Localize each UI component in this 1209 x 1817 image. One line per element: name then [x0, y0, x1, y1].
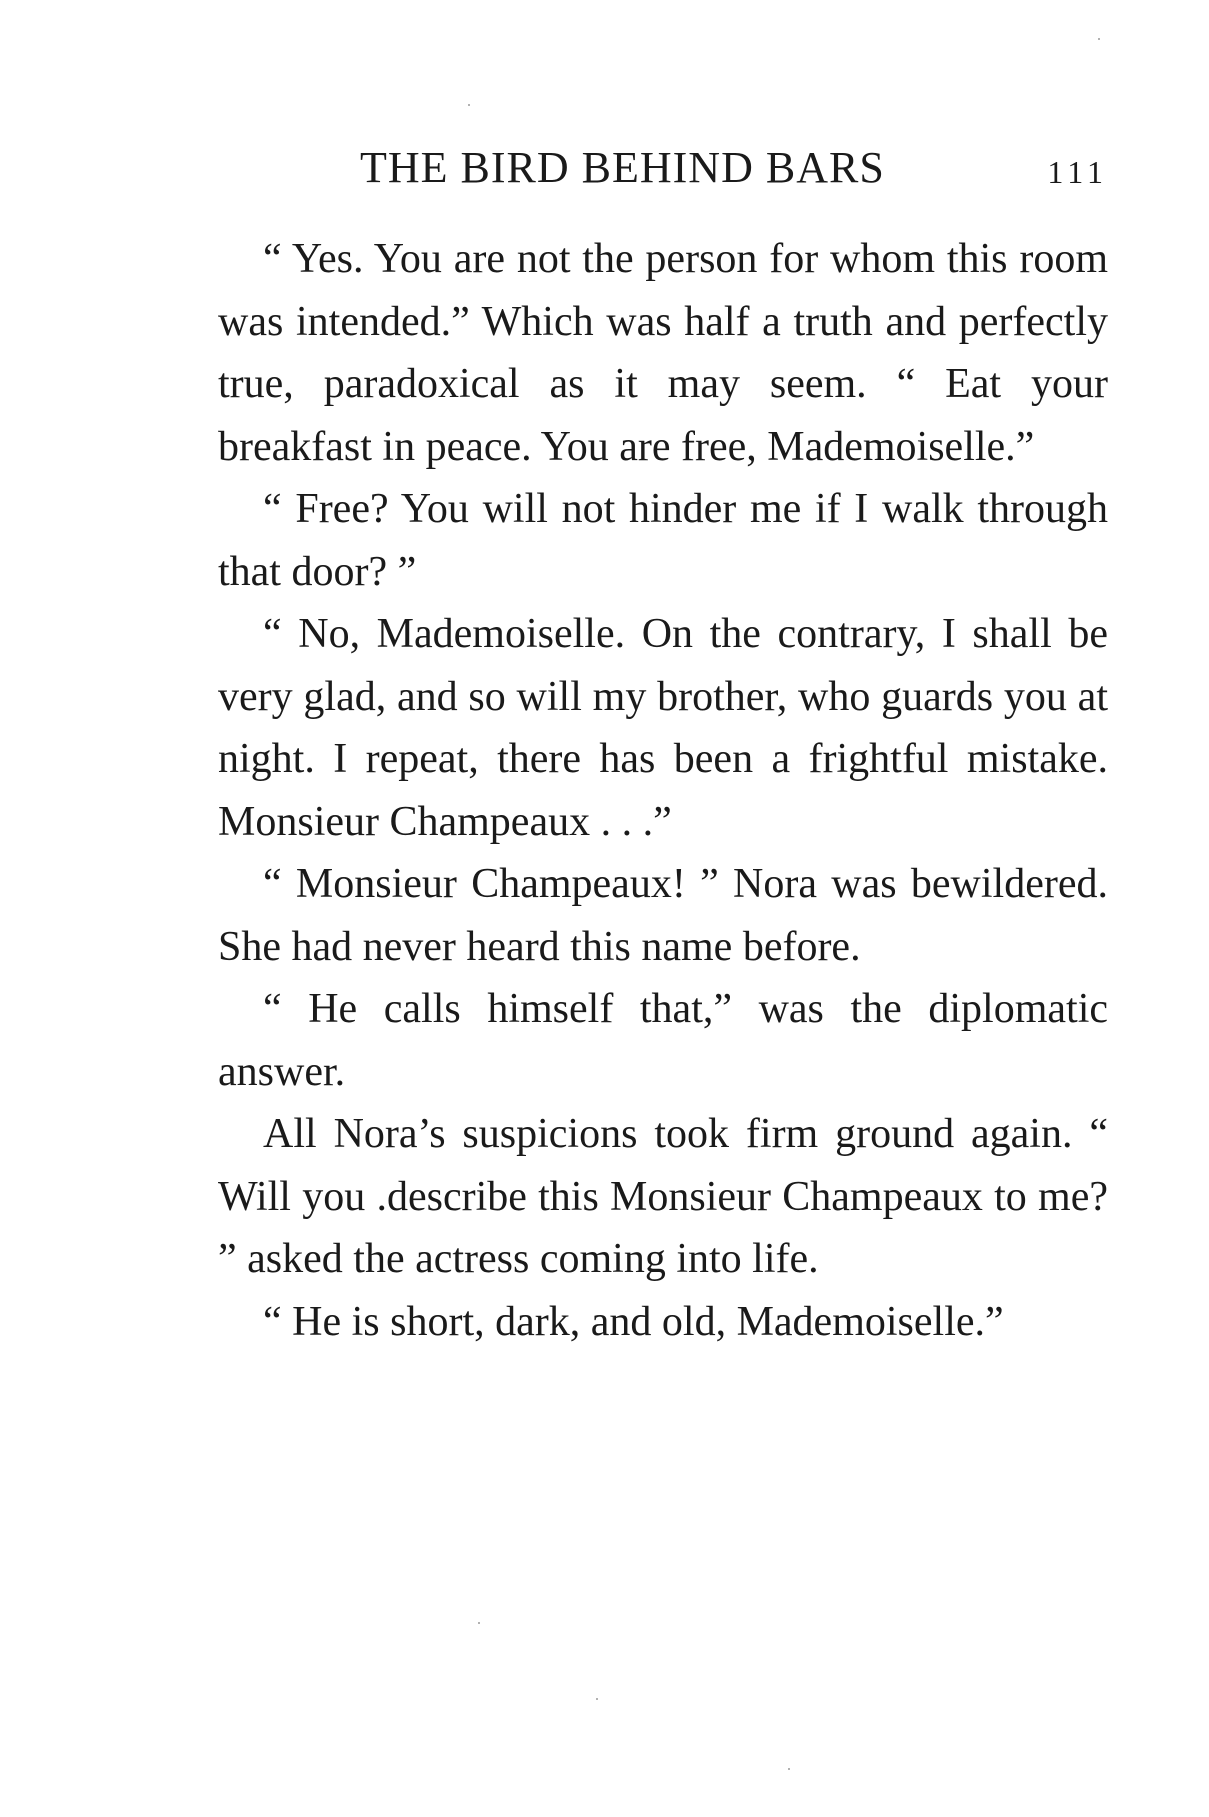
paragraph: All Nora’s suspicions took firm ground again. “ Will you .describe this Monsieur Champeaux to me? ” asked the actress coming into life. [218, 1111, 1108, 1282]
paper-speck [596, 1698, 598, 1700]
paragraph: “ He is short, dark, and old, Mademoiselle.” [263, 1298, 1004, 1345]
page-number: 111 [1047, 154, 1108, 190]
paper-speck [1098, 38, 1100, 40]
paper-speck [468, 104, 470, 106]
paragraph: “ Free? You will not hinder me if I walk through that door? ” [218, 486, 1108, 595]
paragraph: “ No, Mademoiselle. On the contrary, I shall be very glad, and so will my brother, who guards you at night. I repeat, there has been a frightful mistake. Monsieur Champeaux . . .” [218, 611, 1108, 845]
paragraph: “ He calls himself that,” was the diplomatic answer. [218, 986, 1108, 1095]
paper-speck [788, 1768, 790, 1770]
paragraph: “ Yes. You are not the person for whom this room was intended.” Which was half a truth and perfectly true, paradoxical as it may seem. “ Eat your breakfast in peace. You are free, Mademoiselle.” [218, 236, 1108, 470]
paper-speck [478, 1622, 480, 1624]
running-title: THE BIRD BEHIND BARS [360, 143, 885, 192]
running-head [218, 140, 1108, 196]
body-text [218, 228, 1108, 1353]
paragraph: “ Monsieur Champeaux! ” Nora was bewildered. She had never heard this name before. [218, 861, 1108, 970]
